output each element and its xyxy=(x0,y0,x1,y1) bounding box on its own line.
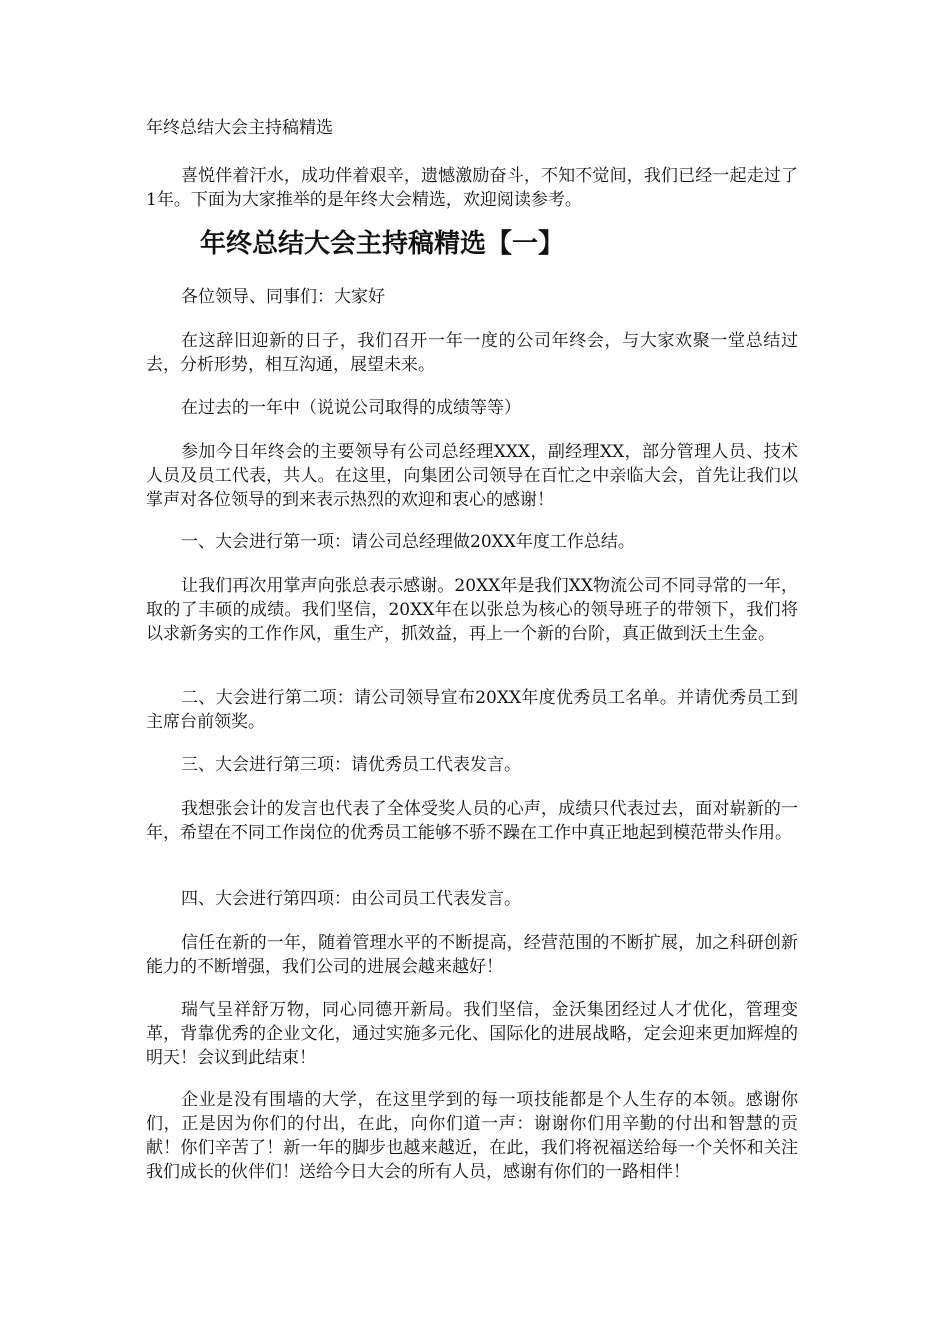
section-heading: 年终总结大会主持稿精选【一】 xyxy=(200,229,565,259)
paragraph-item-two: 二、大会进行第二项：请公司领导宣布20XX年度优秀员工名单。并请优秀员工到主席台前领奖。 xyxy=(146,688,798,732)
paragraph-item-four: 四、大会进行第四项：由公司员工代表发言。 xyxy=(181,889,521,909)
paragraph-past-year: 在过去的一年中（说说公司取得的成绩等等） xyxy=(181,398,521,418)
paragraph-greeting: 各位领导、同事们：大家好 xyxy=(181,287,385,307)
paragraph-opening: 在这辞旧迎新的日子，我们召开一年一度的公司年终会，与大家欢聚一堂总结过去，分析形势，相互沟通，展望未来。 xyxy=(146,331,798,375)
paragraph-item-three: 三、大会进行第三项：请优秀员工代表发言。 xyxy=(181,755,521,775)
paragraph-item-one: 一、大会进行第一项：请公司总经理做20XX年度工作总结。 xyxy=(181,532,635,552)
paragraph-new-year-outlook: 信任在新的一年，随着管理水平的不断提高，经营范围的不断扩展，加之科研创新能力的不断增强，我们公司的进展会越来越好！ xyxy=(146,933,798,977)
intro-paragraph: 喜悦伴着汗水，成功伴着艰辛，遗憾激励奋斗，不知不觉间，我们已经一起走过了1年。下面为大家推举的是年终大会精选，欢迎阅读参考。 xyxy=(146,166,798,210)
paragraph-closing: 瑞气呈祥舒万物，同心同德开新局。我们坚信，金沃集团经过人才优化，管理变革，背靠优秀的企业文化，通过实施多元化、国际化的进展战略，定会迎来更加辉煌的明天！会议到此结束！ xyxy=(146,1000,798,1068)
paragraph-accountant-speech: 我想张会计的发言也代表了全体受奖人员的心声，成绩只代表过去，面对崭新的一年，希望在不同工作岗位的优秀员工能够不骄不躁在工作中真正地起到模范带头作用。 xyxy=(146,799,798,843)
paragraph-gratitude: 企业是没有围墙的大学，在这里学到的每一项技能都是个人生存的本领。感谢你们，正是因为你们的付出，在此，向你们道一声：谢谢你们用辛勤的付出和智慧的贡献！你们辛苦了！新一年的脚步也越来越近，在此，我们将祝福送给每一个关怀和关注我们成长的伙伴们！送给今日大会的所有人员，感谢有你们的一路相伴！ xyxy=(146,1090,798,1182)
paragraph-attendees: 参加今日年终会的主要领导有公司总经理XXX，副经理XX，部分管理人员、技术人员及员工代表，共人。在这里，向集团公司领导在百忙之中亲临大会，首先让我们以掌声对各位领导的到来表示热烈的欢迎和衷心的感谢！ xyxy=(146,442,798,510)
document-title: 年终总结大会主持稿精选 xyxy=(146,118,333,138)
paragraph-thanks-manager: 让我们再次用掌声向张总表示感谢。20XX年是我们XX物流公司不同寻常的一年，取的了丰硕的成绩。我们坚信，20XX年在以张总为核心的领导班子的带领下，我们将以求新务实的工作作风，重生产，抓效益，再上一个新的台阶，真正做到沃土生金。 xyxy=(146,576,798,644)
